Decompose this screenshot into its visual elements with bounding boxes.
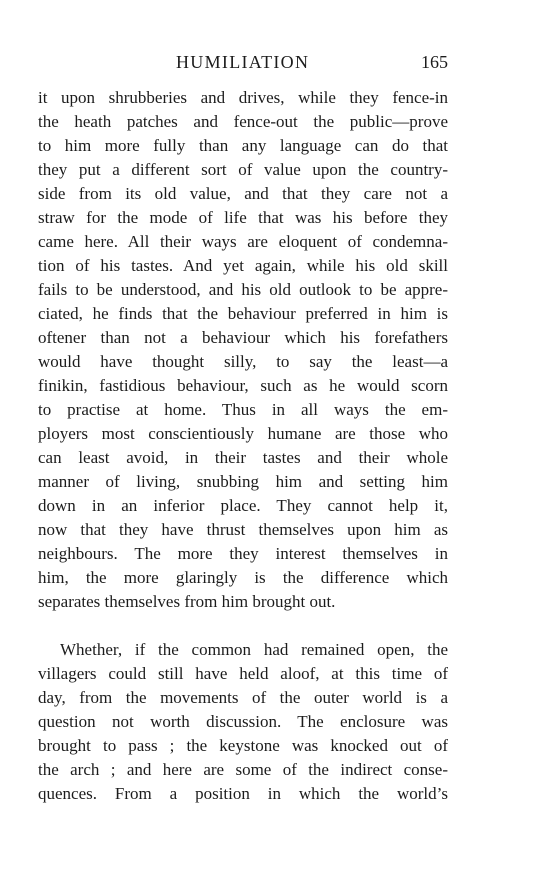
text-line: quences. From a position in which the world’s	[38, 784, 448, 803]
text-line: separates themselves from him brought out.	[38, 592, 336, 611]
text-line: side from its old value, and that they care not a	[38, 184, 448, 203]
text-line: the heath patches and fence-out the public—prove	[38, 112, 448, 131]
text-line: question not worth discussion. The enclosure was	[38, 712, 448, 731]
paragraph	[38, 86, 448, 614]
text-line: to him more fully than any language can do that	[38, 136, 448, 155]
text-line: manner of living, snubbing him and setting him	[38, 472, 448, 491]
paragraph-gap	[38, 614, 448, 638]
text-line: villagers could still have held aloof, at this time of	[38, 664, 448, 683]
text-line: to practise at home. Thus in all ways the em-	[38, 400, 448, 419]
page-number: 165	[421, 52, 448, 72]
text-line: down in an inferior place. They cannot help it,	[38, 496, 448, 515]
text-line: fails to be understood, and his old outlook to be appre-	[38, 280, 448, 299]
body-text	[38, 86, 448, 806]
text-line: now that they have thrust themselves upon him as	[38, 520, 448, 539]
text-line: the arch ; and here are some of the indirect conse-	[38, 760, 448, 779]
running-title: HUMILIATION	[176, 52, 310, 72]
text-line: would have thought silly, to say the least—a	[38, 352, 448, 371]
text-line: finikin, fastidious behaviour, such as he would scorn	[38, 376, 448, 395]
text-line: oftener than not a behaviour which his forefathers	[38, 328, 448, 347]
text-line: straw for the mode of life that was his before they	[38, 208, 448, 227]
text-line: Whether, if the common had remained open, the	[60, 640, 448, 659]
text-line: ciated, he finds that the behaviour preferred in him is	[38, 304, 448, 323]
paragraph	[38, 638, 448, 806]
text-line: can least avoid, in their tastes and their whole	[38, 448, 448, 467]
text-line: day, from the movements of the outer world is a	[38, 688, 448, 707]
running-head	[38, 52, 448, 80]
text-line: came here. All their ways are eloquent of condemna-	[38, 232, 448, 251]
text-line: him, the more glaringly is the difference which	[38, 568, 448, 587]
text-line: it upon shrubberies and drives, while they fence-in	[38, 88, 448, 107]
text-line: tion of his tastes. And yet again, while his old skill	[38, 256, 448, 275]
text-line: they put a different sort of value upon the country-	[38, 160, 448, 179]
text-line: brought to pass ; the keystone was knocked out of	[38, 736, 448, 755]
text-line: neighbours. The more they interest themselves in	[38, 544, 448, 563]
text-line: ployers most conscientiously humane are those who	[38, 424, 448, 443]
